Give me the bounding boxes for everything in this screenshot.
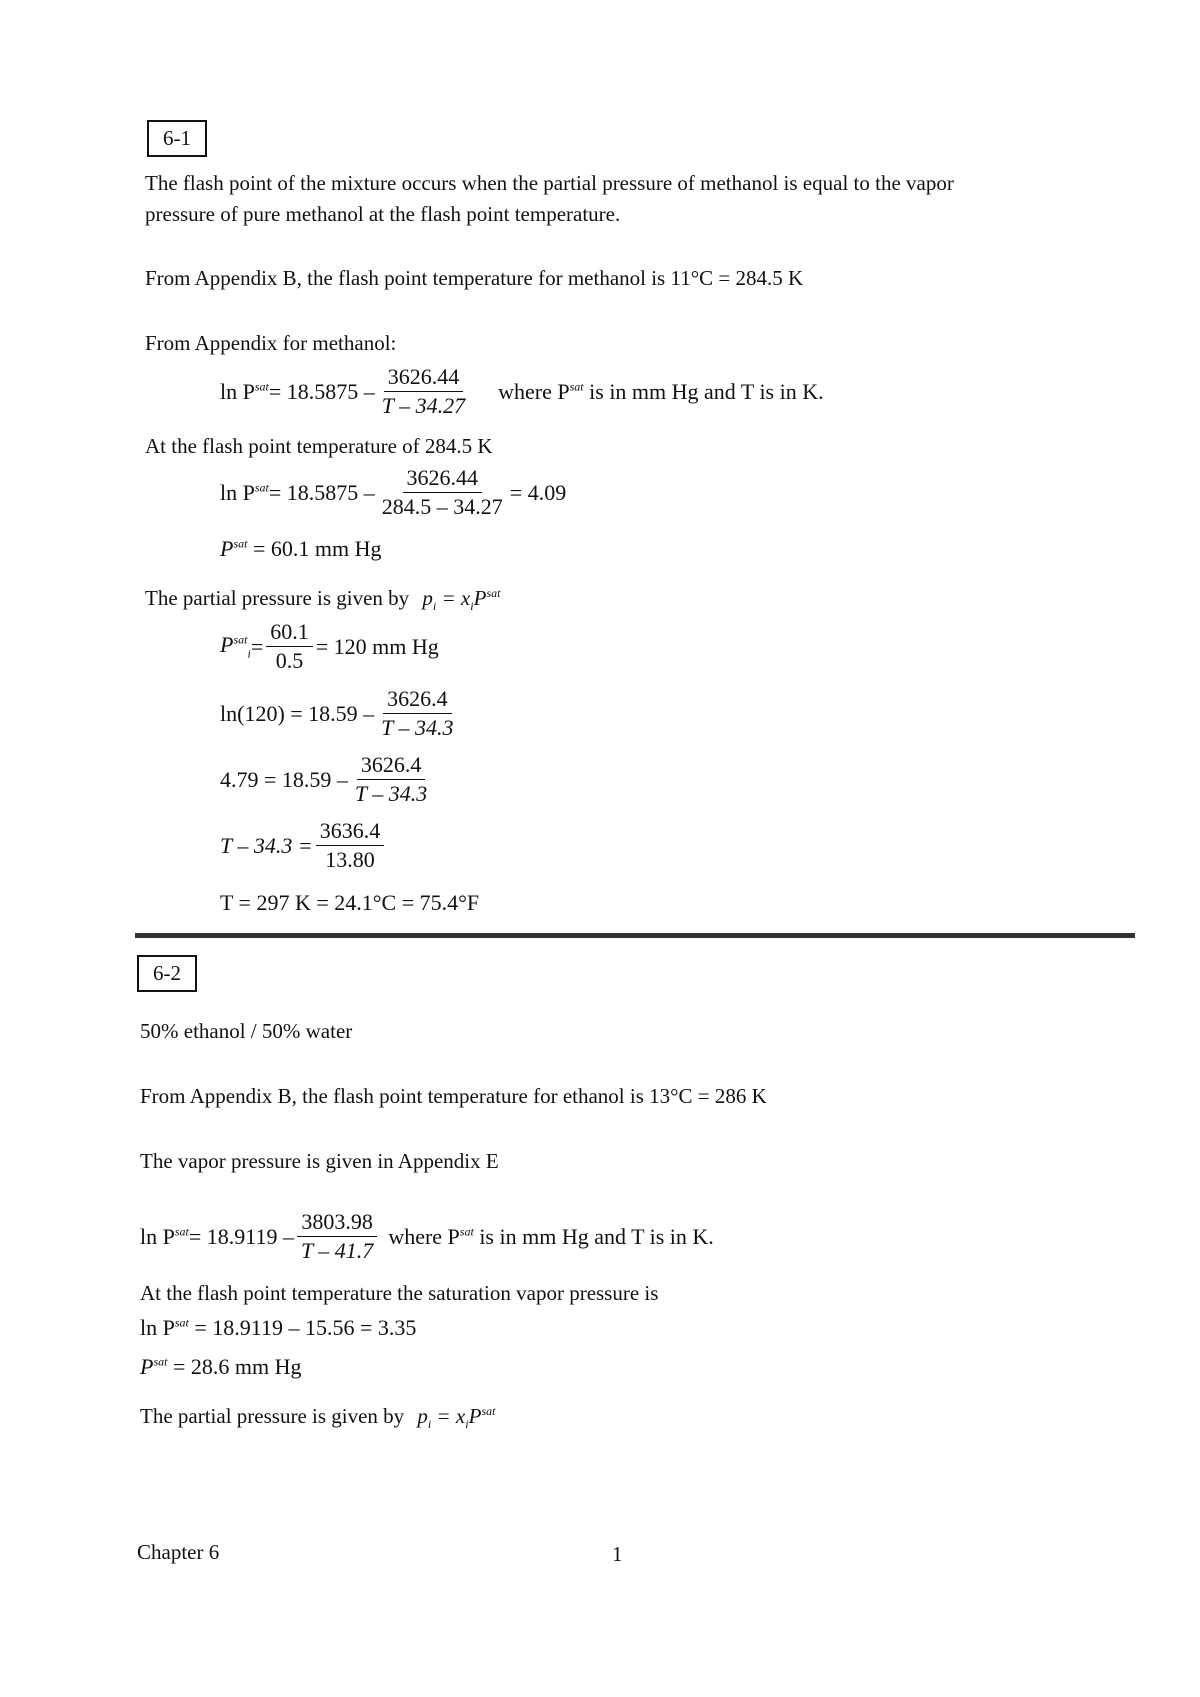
eq-mid: = 18.9119 – xyxy=(188,1223,294,1249)
fraction: $\frac{3636.4}{13.80}$ xyxy=(316,817,385,874)
eq-lhs: T – 34.3 = xyxy=(220,832,313,858)
flash-point-equation xyxy=(220,464,566,521)
eq-rhs: = 120 mm Hg xyxy=(315,633,439,659)
psat-result: $P^{sat} = 60.1$ mm Hg xyxy=(220,536,382,561)
t-solve-equation xyxy=(220,817,387,874)
appendix-b-ethanol: From Appendix B, the flash point temperature for ethanol is 13°C = 286 K xyxy=(140,1084,767,1108)
vapor-pressure-text: The vapor pressure is given in Appendix E xyxy=(140,1149,499,1173)
fraction: $\frac{3803.98}{T - 41.7}$ xyxy=(297,1208,377,1265)
fraction: $\frac{60.1}{0.5}$ xyxy=(266,618,313,675)
eq-lhs: $P^{sat}_i$ xyxy=(220,631,251,661)
ln-value-equation xyxy=(220,751,434,808)
section-divider xyxy=(135,933,1135,938)
ethanol-psat-result: $P^{sat} = 28.6$ mm Hg xyxy=(140,1354,302,1379)
eq-lhs: $\ln P^{sat}$ xyxy=(220,479,269,505)
section-label-6-2: 6-2 xyxy=(137,955,197,992)
eq-lhs: $\ln P^{sat}$ xyxy=(220,378,269,404)
fraction: $\frac{3626.44}{T - 34.27}$ xyxy=(381,364,466,418)
ethanol-partial-pressure-text: The partial pressure is given by $p_i = x_iP^{sat}$ xyxy=(140,1404,496,1432)
eq-note: where $P^{sat}$ is in mm Hg and T is in K. xyxy=(388,1223,714,1249)
intro-line-2: pressure of pure methanol at the flash point temperature. xyxy=(145,202,621,226)
ethanol-at-flash-text: At the flash point temperature the saturation vapor pressure is xyxy=(140,1281,659,1305)
partial-pressure-text: The partial pressure is given by $p_i = x_iP^{sat}$ xyxy=(145,586,501,614)
footer-page-number: 1 xyxy=(612,1542,623,1566)
eq-lhs: 4.79 = 18.59 – xyxy=(220,766,348,792)
pi-sat-equation xyxy=(220,618,439,675)
fraction: $\frac{3626.4}{T - 34.3}$ xyxy=(381,686,454,740)
intro-line-1: The flash point of the mixture occurs when the partial pressure of methanol is equal to the vapor xyxy=(145,171,954,195)
mixture-text: 50% ethanol / 50% water xyxy=(140,1019,353,1043)
fraction: $\frac{3626.4}{T - 34.3}$ xyxy=(354,752,428,806)
t-result: T = 297 K = 24.1°C = 75.4°F xyxy=(220,890,480,915)
eq-note: where $P^{sat}$ is in mm Hg and T is in K. xyxy=(498,378,824,404)
eq-rhs: = 4.09 xyxy=(509,479,567,505)
antoine-equation-ethanol xyxy=(140,1208,714,1265)
eq-mid: = 18.5875 – xyxy=(268,479,375,505)
eq-lhs: ln(120) = 18.59 – xyxy=(220,700,375,726)
ethanol-ln-psat: $\ln P^{sat} = 18.9119 - 15.56 = 3.35$ xyxy=(140,1315,417,1340)
antoine-equation-methanol xyxy=(220,363,824,420)
appendix-b-methanol: From Appendix B, the flash point temperature for methanol is 11°C = 284.5 K xyxy=(145,266,804,290)
eq-mid: = 18.5875 – xyxy=(268,378,375,404)
footer-chapter: Chapter 6 xyxy=(137,1540,220,1564)
eq-lhs: $\ln P^{sat}$ xyxy=(140,1223,189,1249)
ln120-equation xyxy=(220,685,461,742)
at-flash-point-text: At the flash point temperature of 284.5 K xyxy=(145,434,493,458)
appendix-for-methanol: From Appendix for methanol: xyxy=(145,331,397,355)
eq-mid: = xyxy=(250,633,264,659)
section-label-6-1: 6-1 xyxy=(147,120,207,157)
fraction: $\frac{3626.44}{284.5 - 34.27}$ xyxy=(381,465,503,519)
